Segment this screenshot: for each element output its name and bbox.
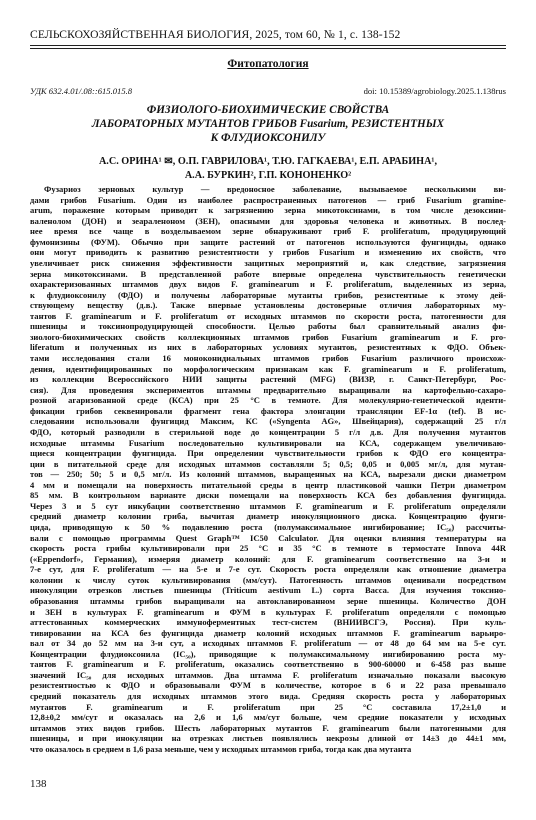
abstract-line: из коллекции Всероссийского НИИ защиты растений (MFG) (ВИЗР, г. Санкт-Петербург, Рос- [30, 374, 506, 385]
abstract-line: сия). Для проведения экспериментов штаммы предварительно выращивали на картофельно-сахаро- [30, 384, 506, 395]
section-heading: Фитопатология [227, 58, 309, 70]
abstract-line: нее время все чаще в возделываемом зерне обнаруживают гриб F. proliferatum, продуцирующий [30, 226, 506, 237]
abstract-line: розной агаризованной среде (КСА) при 25 °С в темноте. Для молекулярно-генетической иденти- [30, 395, 506, 406]
abstract-line: 4 мм и помещали на поверхность питательной среды в центр пластиковой чашки Петри диаметром [30, 479, 506, 490]
abstract-line: 85 мм. В контрольном варианте диски помещали на поверхность КСА без добавления фунгицида. [30, 490, 506, 501]
abstract-line: резистентностью к ФДО и образовывали ФУМ в количестве, которое в 6 и 22 раза превышало [30, 680, 506, 691]
abstract-line: зерна микотоксинами. В представленной работе впервые определена чувствительность генетически [30, 268, 506, 279]
abstract-line: Через 3 и 5 сут инкубации соответственно штаммов F. graminearum и F. proliferatum определяли [30, 500, 506, 511]
abstract-line: значений IC₅₀ для исходных штаммов. Два штамма F. proliferatum изначально показали высокую [30, 669, 506, 680]
title-line: ФИЗИОЛОГО-БИОХИМИЧЕСКИЕ СВОЙСТВА [146, 104, 390, 116]
abstract-line: фикации грибов секвенировали фрагмент гена фактора элонгации трансляции EF-1α (tef). В ис- [30, 405, 506, 416]
abstract-line: цида, приводящую к 50 % подавлению роста (полумаксимальное ингибирование; IC₅₀) рассчиты- [30, 522, 506, 532]
author-list [40, 155, 496, 182]
abstract-line: («Eppendorf», Германия), измеряя диаметр колоний: для F. graminearum соответственно на 3-и и [30, 553, 506, 564]
abstract-line: тантов F. graminearum и F. proliferatum, оказались соответственно в 900-60000 и 6-458 раз выше [30, 659, 506, 670]
abstract-line: ции в питательной среде для исходных штаммов составляли 5; 0,5; 0,05 и 0,005 мг/л, для мутан- [30, 458, 506, 469]
abstract-line: колонии к числу суток культивирования (мм/сут). Патогенность штаммов оценивали посредством [30, 574, 506, 585]
abstract-line: ФДО, который разводили в стерильной воде до концентрации 5 г/л д.в. Для получения мутантов [30, 426, 506, 437]
abstract-line: следовании использовали фунгицид Максим, КС («Syngenta AG», Швейцария), содержащий 25 г/л [30, 416, 506, 427]
abstract-line: что оказалось в среднем в 1,6 раза меньше, чем у исходных штаммов гриба, тогда как два мутанта [30, 743, 412, 754]
abstract-line: arum, поражение которым приводит к загрязнению зерна микотоксинами, в том числе дезоксини- [30, 205, 506, 216]
abstract-line: Фузариоз зерновых культур — вредоносное заболевание, вызываемое несколькими ви- [44, 184, 506, 194]
abstract-line: образования штаммы грибов выращивали на автоклавированном зерне пшеницы. Количество ДОН [30, 595, 506, 606]
abstract-line: тивировании на КСА без фунгицида диаметр колоний исходных штаммов F. graminearum варьиро- [30, 627, 506, 638]
abstract-line: 12,8±0,2 мм/сут и оказалась на 2,6 и 1,6 мм/сут больше, чем средние показатели у исходных [30, 712, 506, 723]
abstract-line: ствующему веществу (д.в.). Также впервые установлены достоверные отличия лабораторных му- [30, 300, 506, 311]
abstract-line: и ЗЕН в культурах F. graminearum и ФУМ в культурах F. proliferatum определяли с помощью [30, 606, 506, 617]
title-line: К ФЛУДИОКСОНИЛУ [210, 131, 326, 144]
journal-header: СЕЛЬСКОХОЗЯЙСТВЕННАЯ БИОЛОГИЯ, 2025, том 60, № 1, с. 138-152 [30, 28, 401, 41]
abstract-line: аттестованных коммерческих иммуноферментных тест-систем (ВНИИВСГЭ, Россия). При куль- [30, 617, 506, 628]
abstract-line: 7-е сут, для F. proliferatum — на 5-е и 7-е сут. Скорость роста определяли как отношение диаметра [30, 564, 506, 575]
abstract-line: фумонизины (ФУМ). Обычно при защите растений от патогенов используются фунгициды, однако [30, 236, 506, 247]
abstract-line: исходные штаммы Fusarium последовательно культивировали на КСА, содержащем увеличиваю- [30, 437, 506, 448]
header-rule-bottom [30, 48, 506, 49]
abstract-line: вал от 34 до 52 мм на 3-и сут, а исходных штаммов F. proliferatum — от 48 до 64 мм на 5-е сут. [30, 638, 506, 649]
abstract-line: тами исследования стали 16 моноконидиальных штаммов грибов Fusarium различного происхож- [30, 353, 506, 363]
abstract-line: средний диаметр колонии гриба, вычитая диаметр инокуляционного диска. Концентрацию фунги- [30, 511, 506, 522]
abstract-line: штаммов этих видов грибов. Шесть лабораторных мутантов F. graminearum были патогенными для [30, 722, 506, 733]
abstract-line: дами грибов Fusarium. Один из наиболее распространенных патогенов — гриб Fusarium gramine- [30, 194, 506, 205]
abstract-line: мутантов F. graminearum и F. proliferatum при 25 °С составила 17,2±1,0 и [30, 701, 506, 712]
abstract [30, 184, 506, 754]
author-line: А.А. БУРКИН², Г.П. КОНОНЕНКО² [184, 169, 352, 181]
abstract-line: liferatum и полученных из них в лабораторных условиях мутантов, резистентных к ФДО. Объек- [30, 342, 506, 353]
abstract-line: инокуляции отрезков листьев пшеницы (Triticum aestivum L.) сорта Васса. Для изучения токсино- [30, 585, 506, 596]
abstract-line: скорость роста грибы культивировали при 25 °С и 35 °С в темноте в термостате Innova 44R [30, 543, 506, 554]
abstract-line: щиеся концентрации фунгицида. При определении чувствительности грибов к ФДО его концентра- [30, 448, 506, 459]
abstract-line: к флудиоксонилу (ФДО) и получены лабораторные мутанты грибов, резистентные к этому дей- [30, 289, 506, 300]
abstract-line: средний показатель для исходных штаммов этого вида. Средняя скорость роста у лабораторных [30, 691, 506, 701]
abstract-line: валенолом (ДОН) и зеараленоном (ЗЕН), опасными для здоровья человека и животных. В послед- [30, 215, 506, 226]
abstract-line: увеличивает риск снижения эффективности защитных мероприятий и, как следствие, загрязнения [30, 257, 506, 268]
author-line: А.С. ОРИНА¹ ✉, О.П. ГАВРИЛОВА¹, Т.Ю. ГАГКАЕВА¹, Е.П. АРАБИНА¹, [98, 156, 438, 167]
abstract-line: охарактеризованных штаммов двух видов F. graminearum и F. proliferatum, выделенных из зерна, [30, 279, 506, 290]
article-title [40, 104, 496, 145]
abstract-line: тов — 250; 50; 5 и 0,5 мг/л. Из колоний штаммов, выращенных на КСА, вырезали диски диаметром [30, 469, 506, 480]
abstract-line: тантов F. graminearum и F. proliferatum от исходных штаммов по скорости роста, патогенности для [30, 310, 506, 321]
abstract-line: они могут приводить к развитию резистентности у грибов Fusarium и изменению их свойств, что [30, 247, 506, 258]
abstract-line: вали с помощью программы Quest Graph™ IC50 Calculator. Для оценки влияния температуры на [30, 532, 506, 543]
udk-code: УДК 632.4.01/.08::615.015.8 [30, 86, 133, 96]
abstract-line: зиолого-биохимических свойств коллекционных штаммов грибов Fusarium graminearum и F. pro- [30, 331, 506, 342]
abstract-line: пшеницы и токсинопродуцирующей способности. Целью работы был сравнительный анализ фи- [30, 321, 506, 332]
header-rule-top [30, 45, 506, 46]
page-number: 138 [30, 778, 47, 790]
abstract-line: Концентрации флудиоксонила (IC₅₀), приводящие к полумаксимальному ингибированию роста му- [30, 648, 506, 659]
abstract-line: дения, идентифицированных по морфологическим признакам как F. graminearum и F. proliferatum, [30, 363, 506, 374]
doi-link[interactable]: doi: 10.15389/agrobiology.2025.1.138rus [363, 86, 506, 96]
title-line: ЛАБОРАТОРНЫХ МУТАНТОВ ГРИБОВ Fusarium, РЕЗИСТЕНТНЫХ [91, 117, 445, 130]
abstract-line: пшеницы, и при инокуляции на отрезках листьев появлялись некрозы длиной от 14±3 до 44±1 мм, [30, 733, 506, 744]
